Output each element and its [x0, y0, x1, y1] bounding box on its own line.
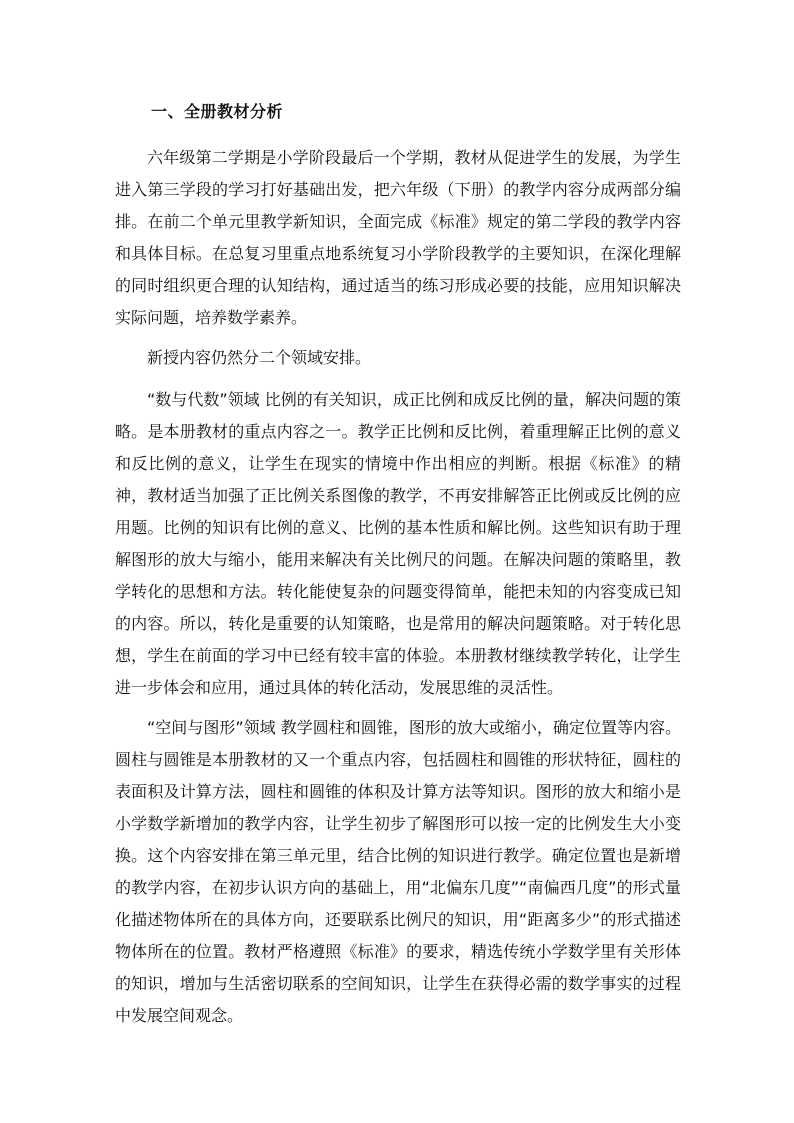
paragraph-new-content: 新授内容仍然分二个领域安排。	[147, 348, 372, 367]
paragraph-number-algebra: “数与代数”领域 比例的有关知识，成正比例和成反比例的量，解决问题的策略。是本册教材的重点内容之一。教学正比例和反比例，着重理解正比例的意义和反比例的意义，让学生在现实的情境中作出相应的判断。根据《标准》的精神，教材适当加强了正比例关系图像的教学，不再安排解答正比例或反比例的应用题。比例的知识有比例的意义、比例的基本性质和解比例。这些知识有助于理解图形的放大与缩小，能用来解决有关比例尺的问题。在解决问题的策略里，教学转化的思想和方法。转化能使复杂的问题变得简单，能把未知的内容变成已知的内容。所以，转化是重要的认知策略，也是常用的解决问题策略。对于转化思想，学生在前面的学习中已经有较丰富的体验。本册教材继续教学转化，让学生进一步体会和应用，通过具体的转化活动，发展思维的灵活性。	[115, 390, 681, 697]
paragraph-overview: 六年级第二学期是小学阶段最后一个学期，教材从促进学生的发展，为学生进入第三学段的学习打好基础出发，把六年级（下册）的教学内容分成两部分编排。在前二个单元里教学新知识，全面完成《标准》规定的第二学段的教学内容和具体目标。在总复习里重点地系统复习小学阶段教学的主要知识，在深化理解的同时组织更合理的认知结构，通过适当的练习形成必要的技能，应用知识解决实际问题，培养数学素养。	[115, 148, 681, 327]
section-heading: 一、全册教材分析	[151, 102, 284, 121]
paragraph-space-geometry: “空间与图形”领域 教学圆柱和圆锥，图形的放大或缩小，确定位置等内容。圆柱与圆锥是本册教材的又一个重点内容，包括圆柱和圆锥的形状特征，圆柱的表面积及计算方法，圆柱和圆锥的体积及计算方法等知识。图形的放大和缩小是小学数学新增加的教学内容，让学生初步了解图形可以按一定的比例发生大小变换。这个内容安排在第三单元里，结合比例的知识进行教学。确定位置也是新增的教学内容，在初步认识方向的基础上，用“北偏东几度”“南偏西几度”的形式量化描述物体所在的具体方向，还要联系比例尺的知识，用“距离多少”的形式描述物体所在的位置。教材严格遵照《标准》的要求，精选传统小学数学里有关形体的知识，增加与生活密切联系的空间知识，让学生在获得必需的数学事实的过程中发展空间观念。	[115, 718, 681, 1025]
